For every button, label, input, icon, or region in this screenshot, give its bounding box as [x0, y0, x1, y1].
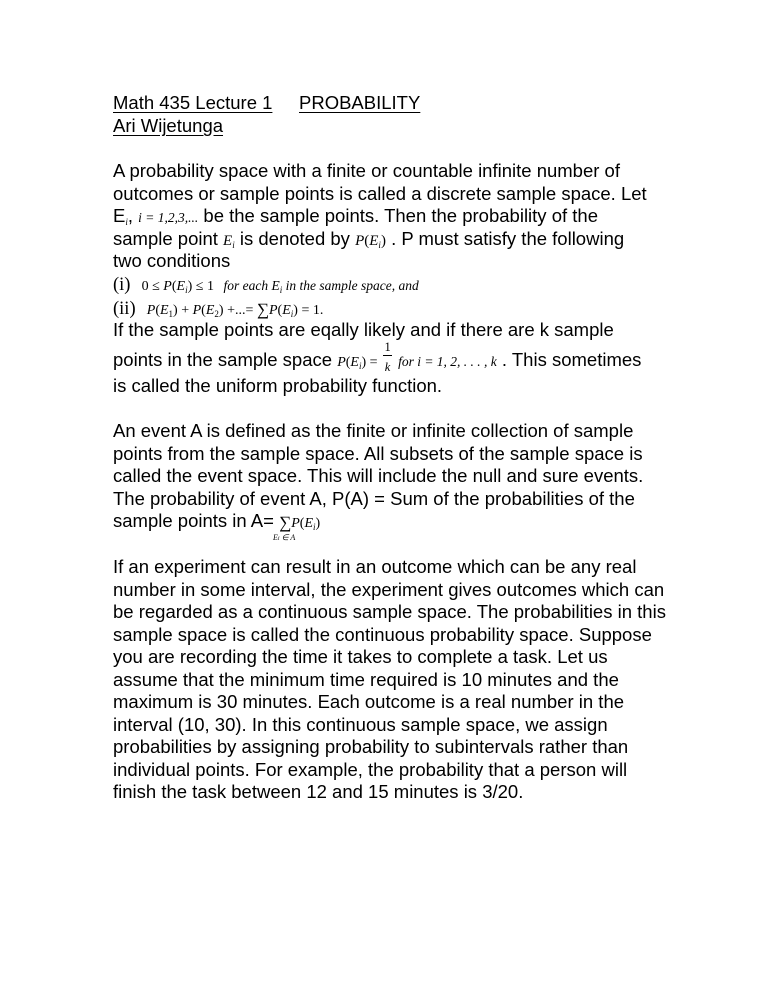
- para3-line2: number in some interval, the experiment gives outcomes which can: [113, 579, 665, 600]
- condition-1-tail: in the sample space, and: [282, 278, 419, 293]
- condition-2-label: (ii): [113, 299, 136, 319]
- e-symbol: E: [113, 205, 126, 226]
- para1-line4-a: sample point: [113, 228, 224, 249]
- para3-line8: interval (10, 30). In this continuous sample space, we assign: [113, 714, 608, 735]
- para3-line10: individual points. For example, the probability that a person will: [113, 759, 628, 780]
- para1-line4-c: . P must satisfy the following: [385, 228, 625, 249]
- author-name: Ari Wijetunga: [113, 115, 224, 136]
- topic-title: PROBABILITY: [299, 92, 421, 113]
- course-title: Math 435 Lecture 1: [113, 92, 273, 113]
- uniform-range: for i = 1, 2, . . . , k: [398, 354, 497, 369]
- condition-1: (i) 0 ≤ P(Ei) ≤ 1 for each Ei in the sample space, and: [113, 275, 419, 295]
- para2-line3: called the event space. This will include the null and sure events.: [113, 465, 644, 486]
- para3-line1: If an experiment can result in an outcome which can be any real: [113, 556, 637, 577]
- condition-1-label: (i): [113, 275, 131, 295]
- para1-line9: points in the sample space P(Ei) = $\frac{1}{k}$ for i = 1, 2, . . . , k . This sometimes: [113, 340, 642, 375]
- para1-line8: If the sample points are eqally likely and if there are k sample: [113, 319, 614, 340]
- para1-line1: A probability space with a finite or countable infinite number of: [113, 160, 620, 181]
- para1-line9-b: . This sometimes: [496, 349, 642, 370]
- para3-line9: probabilities by assigning probability to subintervals rather than: [113, 736, 629, 757]
- para1-line3-text: be the sample points. Then the probability of the: [198, 205, 598, 226]
- sum-index-label: Ei ∈ A: [273, 533, 296, 542]
- para3-line11: finish the task between 12 and 15 minutes is 3/20.: [113, 781, 524, 802]
- para1-line2: outcomes or sample points is called a discrete sample space. Let: [113, 183, 647, 204]
- para2-line5: sample points in A= ∑P(Ei): [113, 510, 321, 532]
- index-range: i = 1,2,3,...: [138, 210, 199, 225]
- para3-line4: sample space is called the continuous probability space. Suppose: [113, 624, 652, 645]
- para1-line9-a: points in the sample space: [113, 349, 338, 370]
- para1-line4: sample point Ei is denoted by P(Ei) . P must satisfy the following: [113, 228, 625, 250]
- para2-line4: The probability of event A, P(A) = Sum of the probabilities of the: [113, 488, 635, 509]
- para2-line1: An event A is defined as the finite or infinite collection of sample: [113, 420, 634, 441]
- para2-line2: points from the sample space. All subsets of the sample space is: [113, 443, 643, 464]
- para3-line6: assume that the minimum time required is 10 minutes and the: [113, 669, 619, 690]
- condition-1-text: for each E: [223, 278, 280, 293]
- sum-equation: P(E1) + P(E2) +...= ∑P(Ei) = 1.: [146, 300, 324, 319]
- fraction-one-over-k: $\frac{1}{k}$: [384, 340, 391, 375]
- para3-line3: be regarded as a continuous sample space. The probabilities in this: [113, 601, 666, 622]
- para1-line3: Ei, i = 1,2,3,... be the sample points. Then the probability of the: [113, 205, 598, 227]
- para1-line10: is called the uniform probability function.: [113, 375, 443, 396]
- para3-line5: you are recording the time it takes to complete a task. Let us: [113, 646, 608, 667]
- para2-line5-text: sample points in A=: [113, 510, 280, 531]
- para3-line7: maximum is 30 minutes. Each outcome is a real number in the: [113, 691, 625, 712]
- para1-line5: two conditions: [113, 250, 231, 271]
- para1-line4-b: is denoted by: [234, 228, 356, 249]
